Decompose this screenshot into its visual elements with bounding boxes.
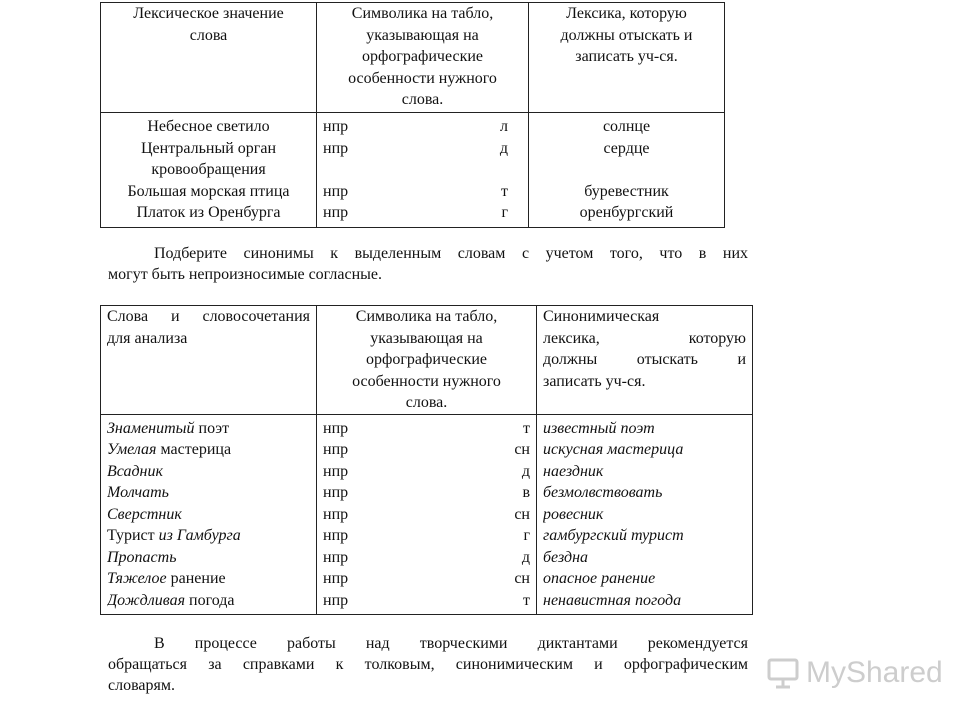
symbol-line: нпр сн xyxy=(323,505,530,523)
symbol-line: нпр д xyxy=(323,139,508,157)
header-cell-symbols: Символика на табло, указывающая на орфографические особенности нужного слова. xyxy=(317,3,529,113)
watermark-logo xyxy=(766,655,943,691)
symbol-line: нпр сн xyxy=(323,441,530,458)
header-cell-lexicon: Лексика, которую должны отыскать и записать уч-ся. xyxy=(529,3,725,113)
header-cell-words: Слова и словосочетания для анализа xyxy=(101,306,317,415)
symbol-line: нпр д xyxy=(323,462,530,480)
table-header-row xyxy=(101,306,753,415)
symbol-line: нпр сн xyxy=(323,570,530,587)
symbols-column xyxy=(317,414,537,615)
symbol-line: нпр в xyxy=(323,484,530,501)
synonyms-column: известный поэт искусная мастерица наездник безмолвствовать ровесник гамбургский турист бездна опасное ранение ненавистная погода xyxy=(537,414,753,615)
word-line: Пропасть xyxy=(107,548,177,566)
word-line: Молчать xyxy=(107,484,169,501)
word-line: Умелая мастерица xyxy=(107,441,232,458)
table-body-row xyxy=(101,414,753,615)
table-synonyms xyxy=(100,305,753,615)
header-cell-symbols: Символика на табло, указывающая на орфографические особенности нужного слова. xyxy=(317,306,537,415)
header-cell-synonyms: Синонимическая лексика, которую должны отыскать и записать уч-ся. xyxy=(537,306,753,415)
symbol-line: нпр г xyxy=(323,527,530,544)
symbols-column xyxy=(317,113,529,228)
instruction-paragraph: Подберите синонимы к выделенным словам с учетом того, что в них могут быть непроизносимые согласные. xyxy=(108,245,748,283)
word-line: Дождливая погода xyxy=(107,591,235,609)
symbol-line: нпр д xyxy=(323,548,530,566)
word-line: Всадник xyxy=(107,462,163,480)
words-column xyxy=(101,414,317,615)
meaning-column: Небесное светило Центральный орган кровообращения Большая морская птица Платок из Оренбурга xyxy=(101,113,317,228)
slideshow-board-icon xyxy=(766,657,800,689)
recommendation-paragraph: В процессе работы над творческими диктантами рекомендуется обращаться за справками к толковым, синонимическим и орфографическим словарям. xyxy=(108,635,748,694)
word-line: Сверстник xyxy=(107,505,182,523)
table-lexical-meaning xyxy=(100,2,725,228)
table-header-row xyxy=(101,3,725,113)
lexicon-column: солнце сердце буревестник оренбургский xyxy=(529,113,725,228)
word-line: Знаменитый поэт xyxy=(107,419,230,437)
symbol-line: нпр т xyxy=(323,419,530,437)
header-cell-meaning: Лексическое значение слова xyxy=(101,3,317,113)
watermark-text: MyShared xyxy=(806,656,943,689)
symbol-line: нпр г xyxy=(323,204,508,221)
word-line: Турист из Гамбурга xyxy=(107,527,241,544)
symbol-line: нпр т xyxy=(323,591,530,609)
table-body-row xyxy=(101,113,725,228)
symbol-line: нпр л xyxy=(323,118,508,135)
word-line: Тяжелое ранение xyxy=(107,570,226,587)
symbol-line: нпр т xyxy=(323,182,508,200)
